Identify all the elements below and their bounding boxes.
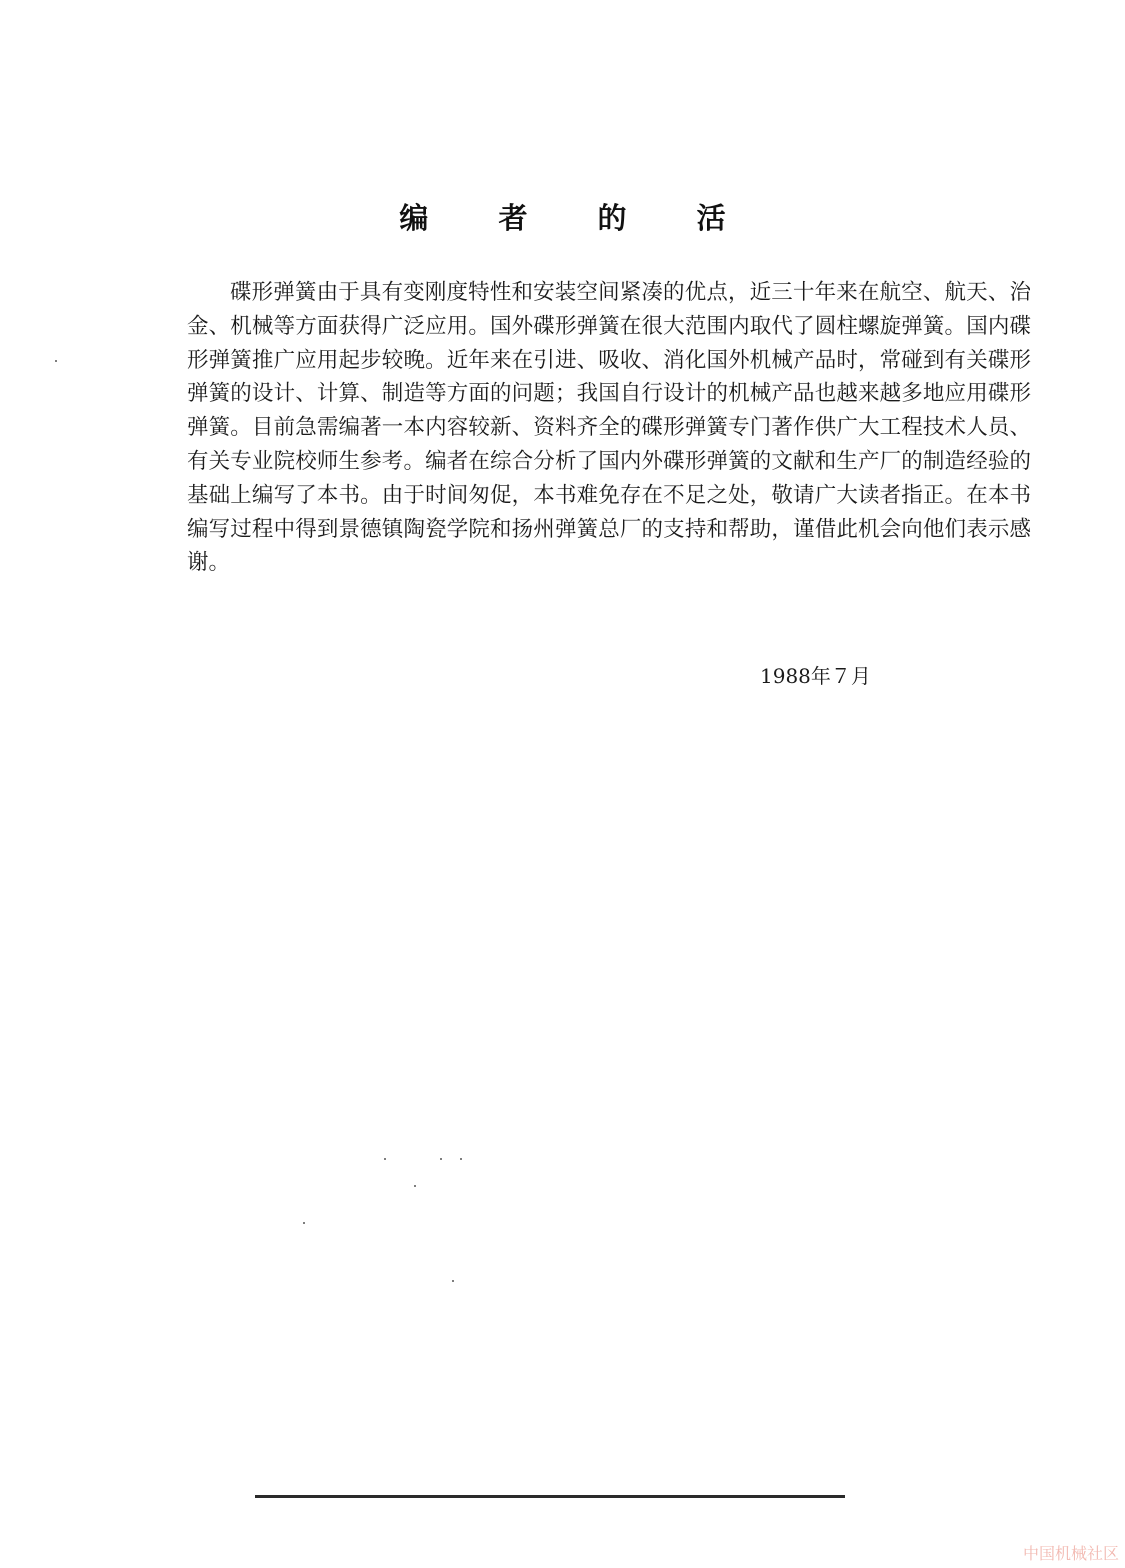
page-title: 编 者 的 活 [399, 201, 756, 235]
preface-date: 1988年７月 [760, 664, 871, 688]
scan-speck [414, 1185, 416, 1187]
scan-speck [55, 360, 57, 362]
scan-speck [460, 1158, 462, 1160]
scan-speck [440, 1158, 442, 1160]
scan-speck [384, 1158, 386, 1160]
bottom-rule-divider [255, 1495, 845, 1498]
scan-speck [303, 1222, 305, 1224]
watermark-text: 中国机械社区 [1022, 1544, 1119, 1563]
scan-speck [452, 1280, 454, 1282]
preface-paragraph: 碟形弹簧由于具有变刚度特性和安装空间紧凑的优点，近三十年来在航空、航天、治金、机械等方面获得广泛应用。国外碟形弹簧在很大范围内取代了圆柱螺旋弹簧。国内碟形弹簧推广应用起步较晚。近年来在引进、吸收、消化国外机械产品时，常碰到有关碟形弹簧的设计、计算、制造等方面的问题；我国自行设计的机械产品也越来越多地应用碟形弹簧。目前急需编著一本内容较新、资料齐全的碟形弹簧专门著作供广大工程技术人员、有关专业院校师生参考。编者在综合分析了国内外碟形弹簧的文献和生产厂的制造经验的基础上编写了本书。由于时间匆促，本书难免存在不足之处，敬请广大读者指正。在本书编写过程中得到景德镇陶瓷学院和扬州弹簧总厂的支持和帮助，谨借此机会向他们表示感谢。 [187, 280, 1031, 576]
